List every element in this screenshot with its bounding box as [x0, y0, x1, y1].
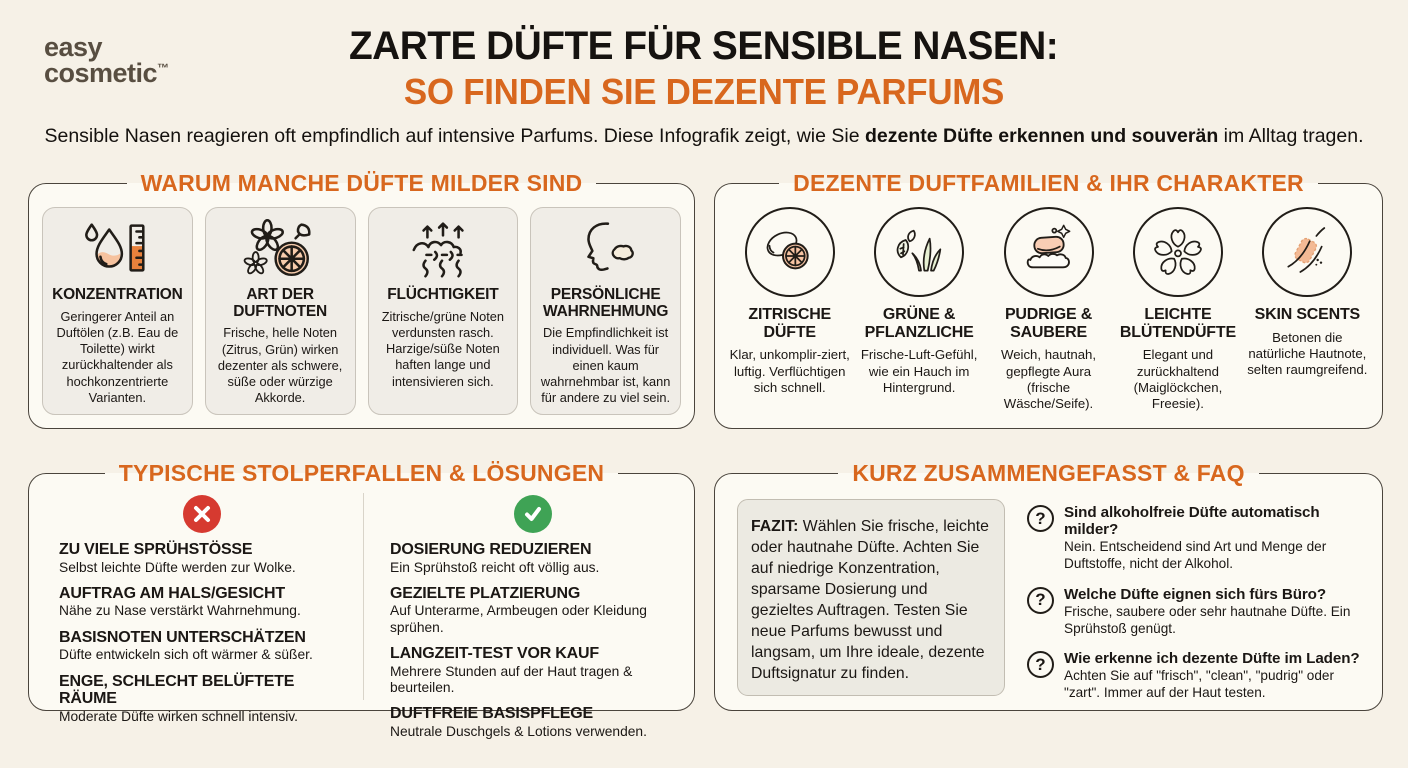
pitfall-body: Nähe zu Nase verstärkt Wahrnehmung. — [59, 603, 301, 619]
faq-answer: Achten Sie auf "frisch", "clean", "pudrig" oder "zart". Immer auf der Haut testen. — [1064, 668, 1335, 701]
solution-body: Neutrale Duschgels & Lotions verwenden. — [390, 723, 647, 739]
family-body: Betonen die natürliche Hautnote, selten raumgreifend. — [1247, 329, 1368, 378]
family-title: SKIN SCENTS — [1254, 306, 1361, 323]
family-title: LEICHTE BLÜTENDÜFTE — [1119, 306, 1236, 341]
faq-question: Welche Düfte eignen sich fürs Büro? — [1064, 585, 1327, 603]
pitfall-item — [59, 673, 345, 725]
pitfall-title: BASISNOTEN UNTERSCHÄTZEN — [59, 628, 306, 646]
skin-icon — [1262, 207, 1352, 297]
subtitle-bold: dezente Düfte erkennen und souverän — [865, 125, 1219, 147]
solution-title: DOSIERUNG REDUZIEREN — [390, 541, 592, 558]
solution-title: DUFTFREIE BASISPFLEGE — [390, 705, 593, 723]
family-skin-scents — [1243, 205, 1372, 418]
solution-title: LANGZEIT-TEST VOR KAUF — [390, 644, 599, 662]
reason-card-title: ART DER DUFTNOTEN — [233, 286, 328, 320]
faq-item — [1027, 586, 1362, 638]
solution-item — [390, 541, 676, 576]
leaves-grass-icon — [874, 207, 964, 297]
reason-card-wahrnehmung — [530, 207, 681, 415]
citrus-icon — [745, 207, 835, 297]
reason-card-title: FLÜCHTIGKEIT — [387, 286, 499, 303]
logo-line2: cosmetic — [44, 58, 158, 89]
trademark-symbol: ™ — [157, 61, 169, 76]
fazit-label: FAZIT: — [751, 518, 799, 535]
panel-faq — [714, 460, 1383, 711]
reason-card-body: Frische, helle Noten (Zitrus, Grün) wirken dezenter als schwere, süße oder würzige Akkorde. — [217, 325, 343, 406]
reason-card-title: KONZENTRATION — [52, 286, 183, 303]
solutions-column — [364, 493, 694, 739]
logo-line1: easy — [44, 32, 103, 62]
panel-stolperfallen-title: TYPISCHE STOLPERFALLEN & LÖSUNGEN — [118, 460, 605, 486]
fazit-text: Wählen Sie frische, leichte oder hautnahe Düfte. Achten Sie auf niedrige Konzentration, sparsame Dosierung und gezieltes Auftragen. Testen Sie neue Parfums bewusst und langsam, um Ihre ideale, dezente Duftsignatur zu finden. — [751, 518, 989, 682]
evaporation-icon — [376, 218, 511, 280]
pitfall-item — [59, 629, 345, 664]
family-body: Elegant und zurückhaltend (Maiglöckchen, Freesie). — [1133, 347, 1223, 412]
reason-card-body: Zitrische/grüne Noten verdunsten rasch. Harzige/süße Noten haften lange und intensivieren sich. — [381, 308, 505, 389]
pitfall-body: Düfte entwickeln sich oft wärmer & süßer. — [59, 647, 313, 663]
family-body: Weich, hautnah, gepflegte Aura (frische Wäsche/Seife). — [1000, 347, 1097, 412]
family-title: ZITRISCHE DÜFTE — [748, 306, 832, 341]
family-pudrige — [984, 205, 1113, 418]
family-body: Klar, unkomplir-ziert, luftig. Verflüchtigen sich schnell. — [729, 347, 850, 395]
subtitle-suffix: im Alltag tragen. — [1218, 125, 1364, 147]
panel-faq-title: KURZ ZUSAMMENGEFASST & FAQ — [852, 460, 1245, 486]
soap-icon — [1004, 207, 1094, 297]
solution-item — [390, 585, 676, 636]
solution-body: Ein Sprühstoß reicht oft völlig aus. — [390, 559, 600, 575]
red-x-icon — [183, 495, 221, 533]
solution-title: GEZIELTE PLATZIERUNG — [390, 584, 581, 602]
solution-body: Mehrere Stunden auf der Haut tragen & beurteilen. — [390, 663, 633, 695]
page-title — [0, 0, 1408, 113]
question-mark-icon: ? — [1027, 651, 1054, 678]
reason-card-konzentration — [42, 207, 193, 415]
family-gruene — [854, 205, 983, 418]
pitfall-item — [59, 585, 345, 620]
family-body: Frische-Luft-Gefühl, wie ein Hauch im Hintergrund. — [860, 347, 978, 395]
title-line2: SO FINDEN SIE DEZENTE PARFUMS — [403, 71, 1005, 112]
panel-stolperfallen — [28, 460, 695, 739]
family-blueten — [1113, 205, 1242, 418]
panel-duftfamilien — [714, 170, 1383, 429]
family-title: PUDRIGE & SAUBERE — [1004, 306, 1093, 341]
faq-item — [1027, 504, 1362, 573]
pitfall-title: ENGE, SCHLECHT BELÜFTETE RÄUME — [59, 672, 295, 708]
panel-why-milder-title: WARUM MANCHE DÜFTE MILDER SIND — [140, 170, 583, 196]
faq-item — [1027, 650, 1362, 702]
page-subtitle — [0, 125, 1408, 148]
faq-answer: Nein. Entscheidend sind Art und Menge der Duftstoffe, nicht der Alkohol. — [1064, 539, 1327, 571]
question-mark-icon: ? — [1027, 587, 1054, 614]
family-title: GRÜNE & PFLANZLICHE — [864, 306, 974, 341]
family-zitrische — [725, 205, 854, 418]
faq-question: Sind alkoholfreie Düfte automatisch milder? — [1064, 504, 1320, 538]
solution-item — [390, 705, 676, 740]
solution-body: Auf Unterarme, Armbeugen oder Kleidung sprühen. — [390, 603, 647, 635]
pitfalls-column — [29, 493, 364, 724]
reason-card-duftnoten — [205, 207, 356, 415]
reason-card-fluechtigkeit — [368, 207, 519, 415]
subtitle-prefix: Sensible Nasen reagieren oft empfindlich auf intensive Parfums. Diese Infografik zeigt, wie Sie — [44, 125, 865, 147]
faq-question: Wie erkenne ich dezente Düfte im Laden? — [1064, 650, 1360, 668]
faq-answer: Frische, saubere oder sehr hautnahe Düfte. Ein Sprühstoß genügt. — [1064, 603, 1351, 636]
flower-citrus-icon — [213, 218, 348, 280]
pitfall-title: AUFTRAG AM HALS/GESICHT — [59, 584, 285, 602]
panel-why-milder — [28, 170, 695, 429]
face-smelling-icon — [538, 218, 673, 280]
pitfall-title: ZU VIELE SPRÜHSTÖSSE — [59, 541, 253, 558]
green-check-icon — [514, 495, 552, 533]
faq-list — [1027, 499, 1362, 701]
reason-card-body: Die Empfindlichkeit ist individuell. Was für einen kaum wahrnehmbar ist, kann für andere zu viel sein. — [540, 325, 671, 406]
pitfall-body: Moderate Düfte wirken schnell intensiv. — [59, 708, 298, 724]
panel-duftfamilien-title: DEZENTE DUFTFAMILIEN & IHR CHARAKTER — [793, 170, 1304, 196]
question-mark-icon: ? — [1027, 505, 1054, 532]
fazit-box — [737, 499, 1005, 696]
reason-card-body: Geringerer Anteil an Duftölen (z.B. Eau de Toilette) wirkt zurückhaltender als hochkonzentrierte Varianten. — [56, 308, 179, 405]
pitfall-body: Selbst leichte Düfte werden zur Wolke. — [59, 559, 296, 575]
solution-item — [390, 645, 676, 696]
title-line1: ZARTE DÜFTE FÜR SENSIBLE NASEN: — [349, 24, 1059, 68]
droplet-concentration-icon — [50, 218, 185, 280]
pitfall-item — [59, 541, 345, 576]
blossom-icon — [1133, 207, 1223, 297]
reason-card-title: PERSÖNLICHE WAHRNEHMUNG — [543, 286, 669, 320]
